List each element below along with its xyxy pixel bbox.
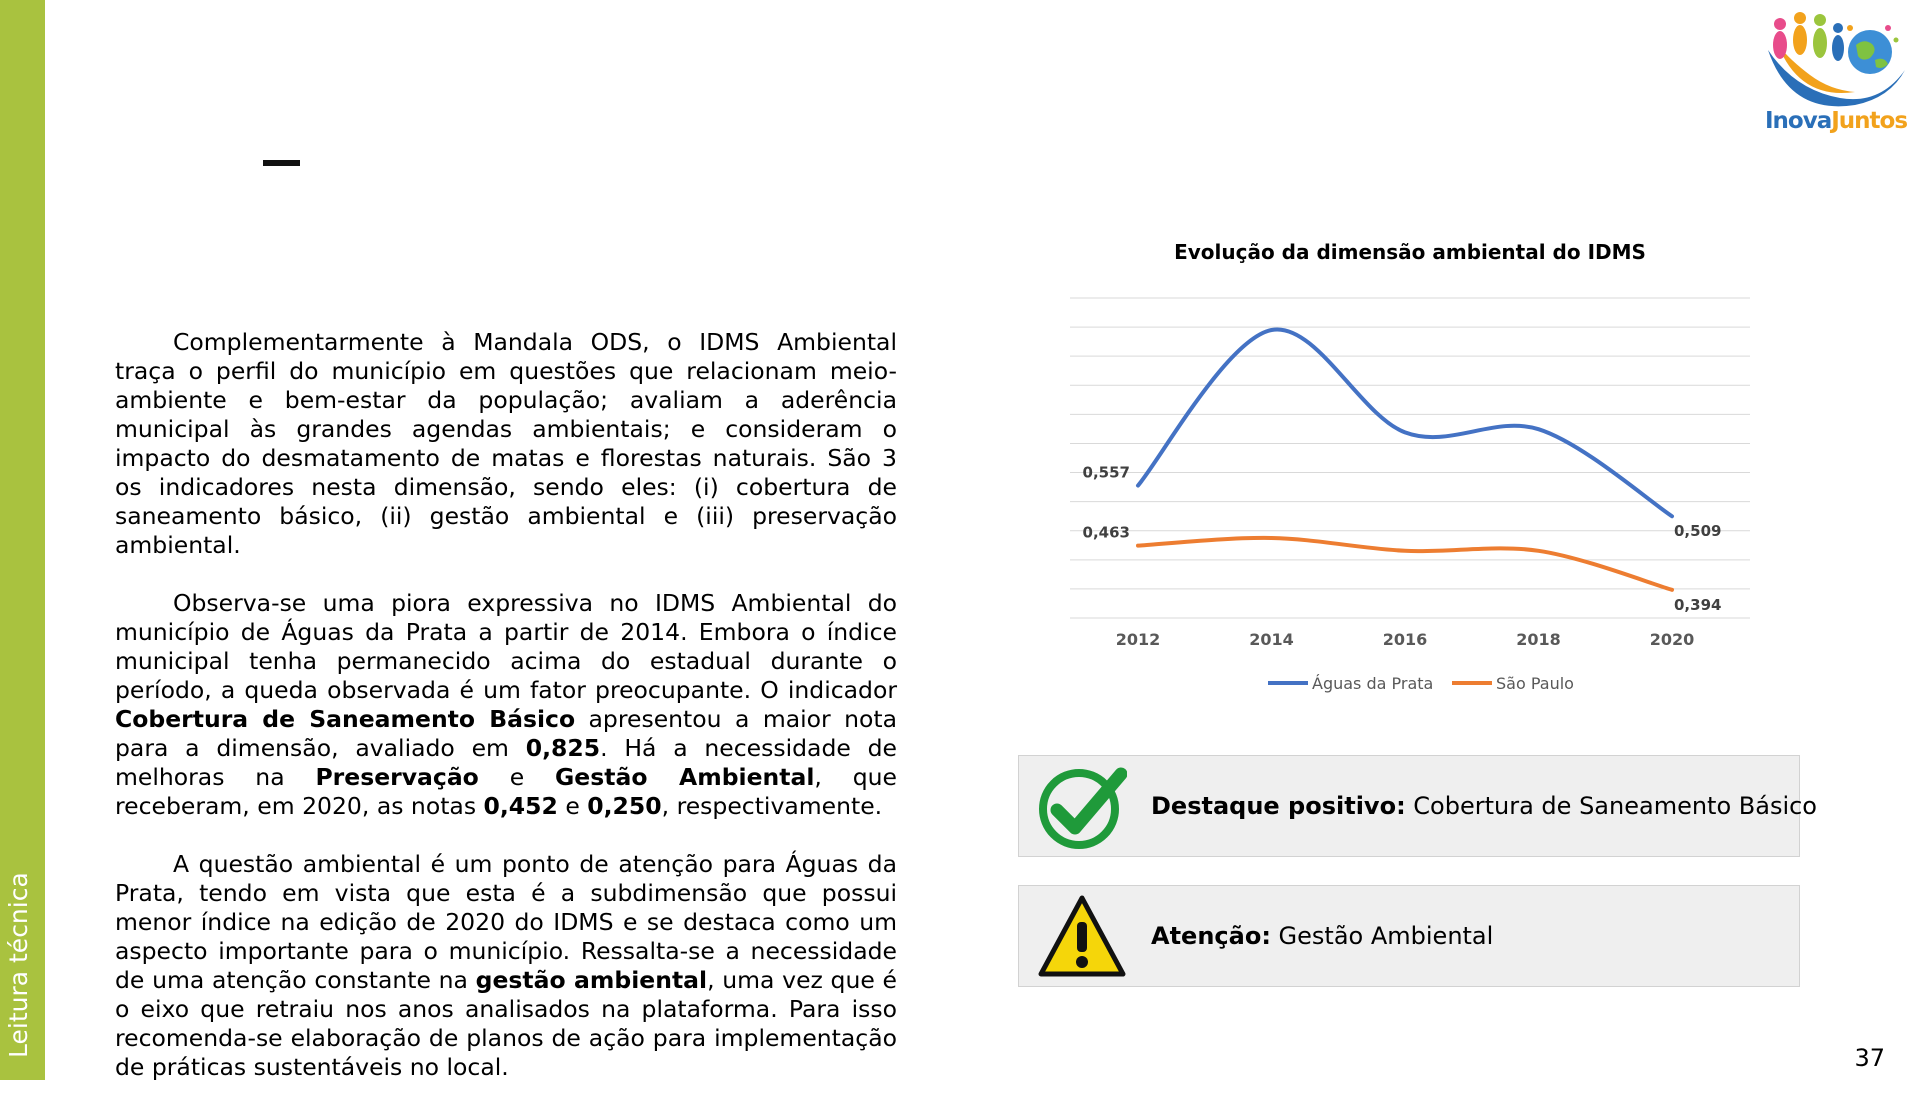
sidebar-label: Leitura técnica xyxy=(4,872,33,1058)
legend-label: São Paulo xyxy=(1496,674,1574,693)
legend-label: Águas da Prata xyxy=(1312,674,1434,693)
data-label: 0,557 xyxy=(1082,463,1130,482)
line-chart xyxy=(1060,280,1760,700)
x-tick-label: 2012 xyxy=(1115,630,1161,649)
data-label: 0,509 xyxy=(1674,522,1722,541)
callout-attention-label: Atenção: xyxy=(1151,922,1271,950)
page-number: 37 xyxy=(1854,1044,1885,1072)
callout-attention xyxy=(1018,885,1800,987)
data-label: 0,394 xyxy=(1674,595,1722,614)
x-tick-label: 2018 xyxy=(1516,630,1561,649)
paragraph-analysis: Observa-se uma piora expressiva no IDMS Ambiental do município de Águas da Prata a partir de 2014. Embora o índice municipal tenha permanecido acima do estadual durante o período, a queda observada é um fator preocupante. O indicador Cobertura de Saneamento Básico apresentou a maior nota para a dimensão, avaliado em 0,825. Há a necessidade de melhoras na Preservação e Gestão Ambiental, que receberam, em 2020, as notas 0,452 e 0,250, respectivamente. xyxy=(115,589,897,820)
series-line-1 xyxy=(1138,538,1672,590)
data-label: 0,463 xyxy=(1082,523,1130,542)
x-tick-label: 2016 xyxy=(1382,630,1428,649)
warning-icon xyxy=(1037,892,1127,982)
callout-positive-text: Cobertura de Saneamento Básico xyxy=(1405,792,1817,820)
callout-positive xyxy=(1018,755,1817,857)
paragraph-intro: Complementarmente à Mandala ODS, o IDMS Ambiental traça o perfil do município em questões que relacionam meio-ambiente e bem-estar da população; avaliam a aderência municipal às grandes agendas ambientais; e consideram o impacto do desmatamento de matas e florestas naturais. São 3 os indicadores nesta dimensão, sendo eles: (i) cobertura de saneamento básico, (ii) gestão ambiental e (iii) preservação ambiental. xyxy=(115,328,897,559)
callout-positive-label: Destaque positivo: xyxy=(1151,792,1406,820)
sidebar-band xyxy=(0,0,45,1080)
chart-title: Evolução da dimensão ambiental do IDMS xyxy=(1174,240,1646,264)
paragraph-recommendation: A questão ambiental é um ponto de atenção para Águas da Prata, tendo em vista que esta é a subdimensão que possui menor índice na edição de 2020 do IDMS e se destaca como um aspecto importante para o município. Ressalta-se a necessidade de uma atenção constante na gestão ambiental, uma vez que é o eixo que retraiu nos anos analisados na plataforma. Para isso recomenda-se elaboração de planos de ação para implementação de práticas sustentáveis no local. xyxy=(115,850,897,1081)
x-tick-label: 2014 xyxy=(1249,630,1294,649)
x-tick-label: 2020 xyxy=(1649,630,1695,649)
check-icon xyxy=(1037,762,1127,852)
callout-attention-text: Gestão Ambiental xyxy=(1270,922,1494,950)
logo-wordmark: InovaJuntos xyxy=(1765,108,1908,134)
series-line-0 xyxy=(1138,329,1672,516)
body-text xyxy=(115,328,897,1111)
title-dash xyxy=(263,160,300,166)
